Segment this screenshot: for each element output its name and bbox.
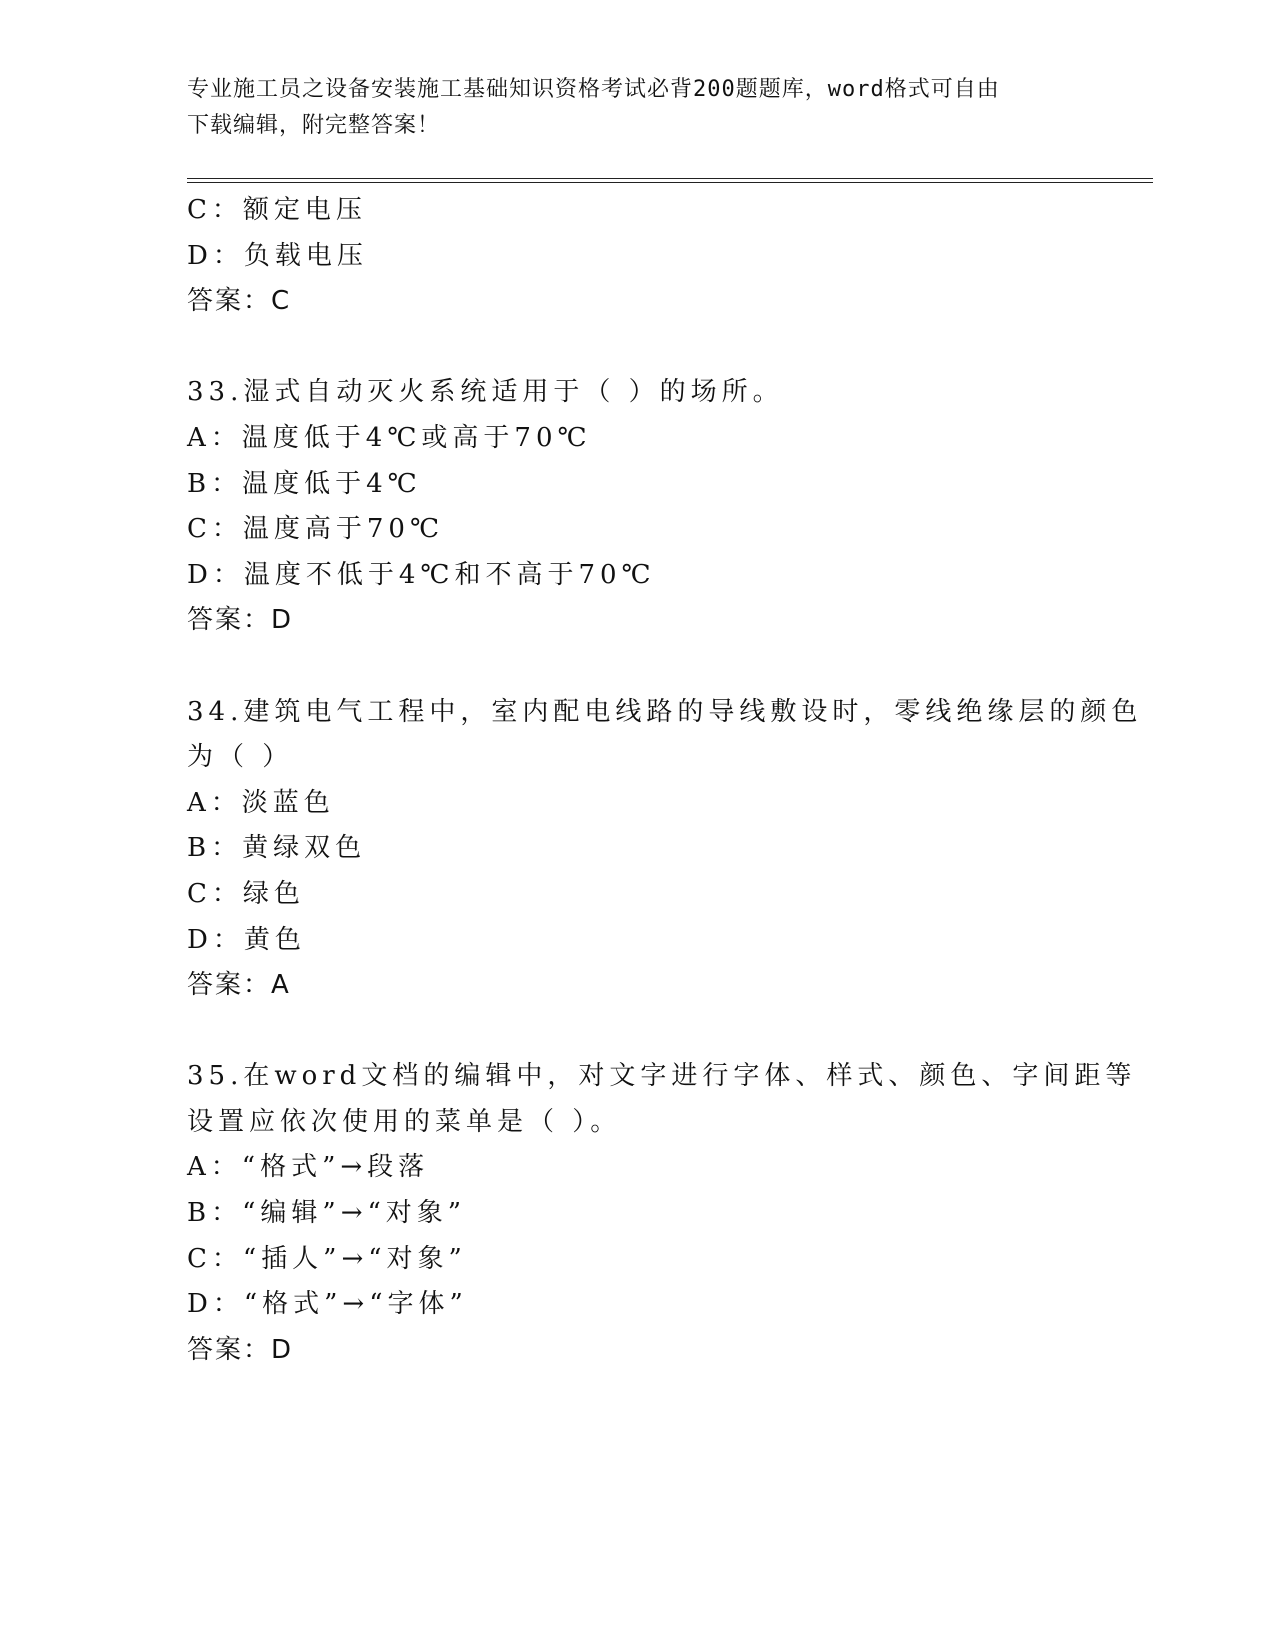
answer-line: 答案：A <box>187 970 291 1001</box>
option-d: D：“格式”→“字体” <box>187 1289 468 1320</box>
question-text-continued: 设置应依次使用的菜单是（ ）。 <box>187 1106 622 1137</box>
answer-line: 答案：D <box>187 605 294 636</box>
option-b: B：“编辑”→“对象” <box>187 1198 467 1229</box>
question-text: 35.在word文档的编辑中，对文字进行字体、样式、颜色、字间距等 <box>187 1061 1137 1092</box>
question-text-continued: 为（ ） <box>187 742 294 773</box>
option-a: A：“格式”→段落 <box>187 1152 430 1183</box>
option-c: C：绿色 <box>187 878 305 909</box>
option-a: A：淡蓝色 <box>187 787 335 818</box>
option-c: C：“插人”→“对象” <box>187 1243 467 1274</box>
option-d: D：温度不低于4℃和不高于70℃ <box>187 559 656 590</box>
spacer <box>187 325 1087 371</box>
header-title-line-1: 专业施工员之设备安装施工基础知识资格考试必背200题题库，word格式可自由 <box>187 77 1000 102</box>
question-35 <box>187 1054 1137 1373</box>
question-32-continuation <box>187 188 1087 325</box>
option-b: B：温度低于4℃ <box>187 468 422 499</box>
header-title-line-2: 下载编辑，附完整答案！ <box>187 113 441 138</box>
spacer <box>187 1009 1087 1055</box>
answer-line: 答案：C <box>187 286 292 317</box>
header-divider-bottom <box>187 182 1153 183</box>
option-c: C：温度高于70℃ <box>187 514 445 545</box>
option-d: D：黄色 <box>187 924 306 955</box>
question-34 <box>187 690 1143 1009</box>
header-divider-top <box>187 178 1153 179</box>
answer-line: 答案：D <box>187 1334 294 1365</box>
option-d: D：负载电压 <box>187 240 368 271</box>
question-33 <box>187 370 1087 644</box>
option-c: C：额定电压 <box>187 195 367 225</box>
question-text: 34.建筑电气工程中，室内配电线路的导线敷设时，零线绝缘层的颜色 <box>187 696 1143 727</box>
document-body <box>187 188 1143 1373</box>
question-text: 33.湿式自动灭火系统适用于（ ）的场所。 <box>187 377 784 408</box>
document-header <box>187 72 1067 144</box>
option-a: A：温度低于4℃或高于70℃ <box>187 422 592 453</box>
spacer <box>187 644 1087 690</box>
option-b: B：黄绿双色 <box>187 833 367 864</box>
